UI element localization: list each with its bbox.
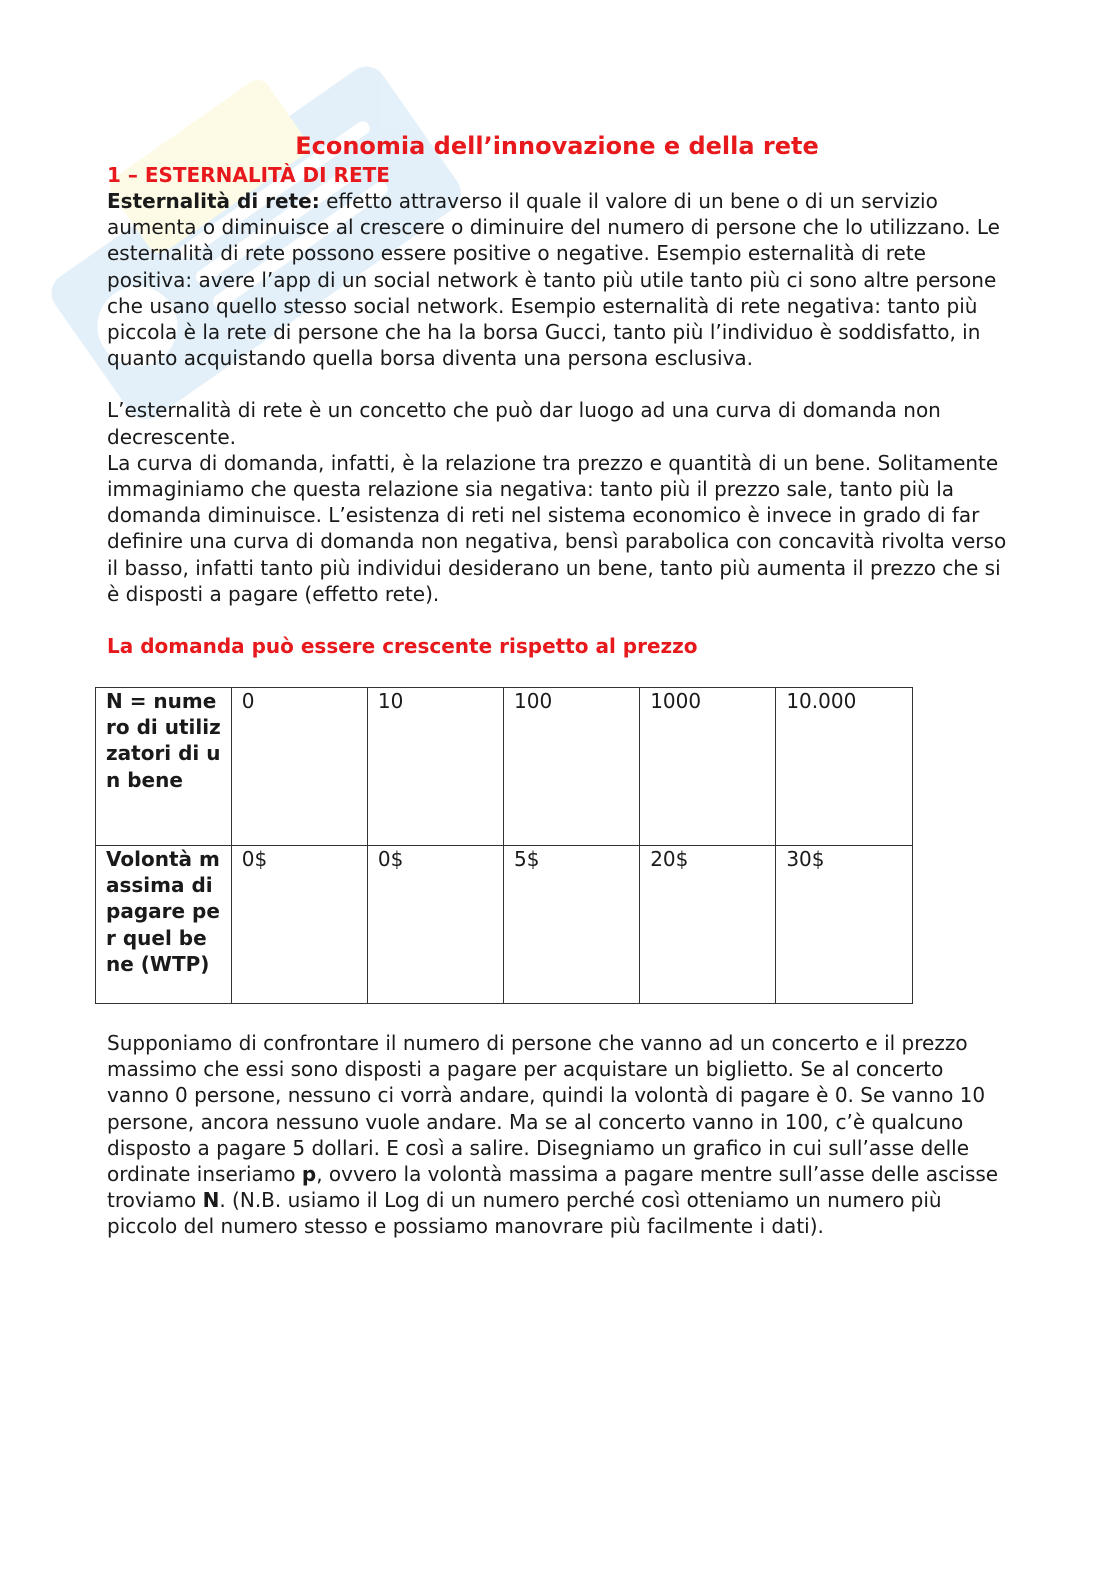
wtp-table [95,687,913,1004]
paragraph-demand-relation: La curva di domanda, infatti, è la relazione tra prezzo e quantità di un bene. Solitamente immaginiamo che questa relazione sia negativa: tanto più il prezzo sale, tanto più la domanda diminuisce. L’esistenza di reti nel sistema economico è invece in grado di far definire una curva di domanda non negativa, bensì parabolica con concavità rivolta verso il basso, infatti tanto più individui desiderano un bene, tanto più aumenta il prezzo che si è disposti a pagare (effetto rete). [107,450,1007,606]
demand-heading: La domanda può essere crescente rispetto al prezzo [107,634,698,659]
table-cell: 1000 [640,688,776,846]
paragraph-concert-example [107,1030,1007,1240]
axis-label-n: N [202,1188,220,1213]
axis-label-p: p [301,1162,317,1187]
table-row-header: Volontà massima di pagare per quel bene (WTP) [96,846,232,1004]
definition-term: Esternalità di rete: [107,189,320,213]
table-cell: 30$ [776,846,913,1004]
table-cell: 5$ [504,846,640,1004]
table-cell: 0$ [367,846,503,1004]
table-cell: 10.000 [776,688,913,846]
table-row-header: N = numero di utilizzatori di un bene [96,688,232,846]
document-page [107,130,1007,1240]
concert-text: Supponiamo di confrontare il numero di persone che vanno ad un concerto e il prezzo massimo che essi sono disposti a pagare per acquistare un biglietto. Se al concerto vanno 0 persone, nessuno ci vorrà andare, quindi la volontà di pagare è 0. Se vanno 10 persone, ancora nessuno vuole andare. Ma se al concerto vanno in 100, c’è qualcuno disposto a pagare 5 dollari. E così a salire. Disegniamo un grafico in cui sull’asse delle ordinate inseriamo [107,1031,986,1187]
table-cell: 100 [504,688,640,846]
table-cell: 0$ [231,846,367,1004]
table-cell: 0 [231,688,367,846]
table-row [96,688,913,846]
concert-text: , ovvero la volontà massima a pagare mentre sull’asse delle ascisse troviamo [107,1162,999,1213]
document-title: Economia dell’innovazione e della rete [295,132,819,160]
table-row [96,846,913,1004]
concert-text: . (N.B. usiamo il Log di un numero perché così otteniamo un numero più piccolo del numero stesso e possiamo manovrare più facilmente i dati). [107,1188,942,1239]
definition-paragraph [107,188,1007,371]
table-cell: 20$ [640,846,776,1004]
section-heading: 1 – ESTERNALITÀ DI RETE [107,163,390,187]
paragraph-demand-curve: L’esternalità di rete è un concetto che può dar luogo ad una curva di domanda non decrescente. [107,398,941,449]
paragraph-gap [107,371,1007,397]
paragraph-gap [107,607,1007,633]
table-cell: 10 [367,688,503,846]
definition-text: effetto attraverso il quale il valore di un bene o di un servizio aumenta o diminuisce al crescere o diminuire del numero di persone che lo utilizzano. Le esternalità di rete possono essere positive o negative. Esempio esternalità di rete positiva: avere l’app di un social network è tanto più utile tanto più ci sono altre persone che usano quello stesso social network. Esempio esternalità di rete negativa: tanto più piccola è la rete di persone che ha la borsa Gucci, tanto più l’individuo è soddisfatto, in quanto acquistando quella borsa diventa una persona esclusiva. [107,189,1000,371]
